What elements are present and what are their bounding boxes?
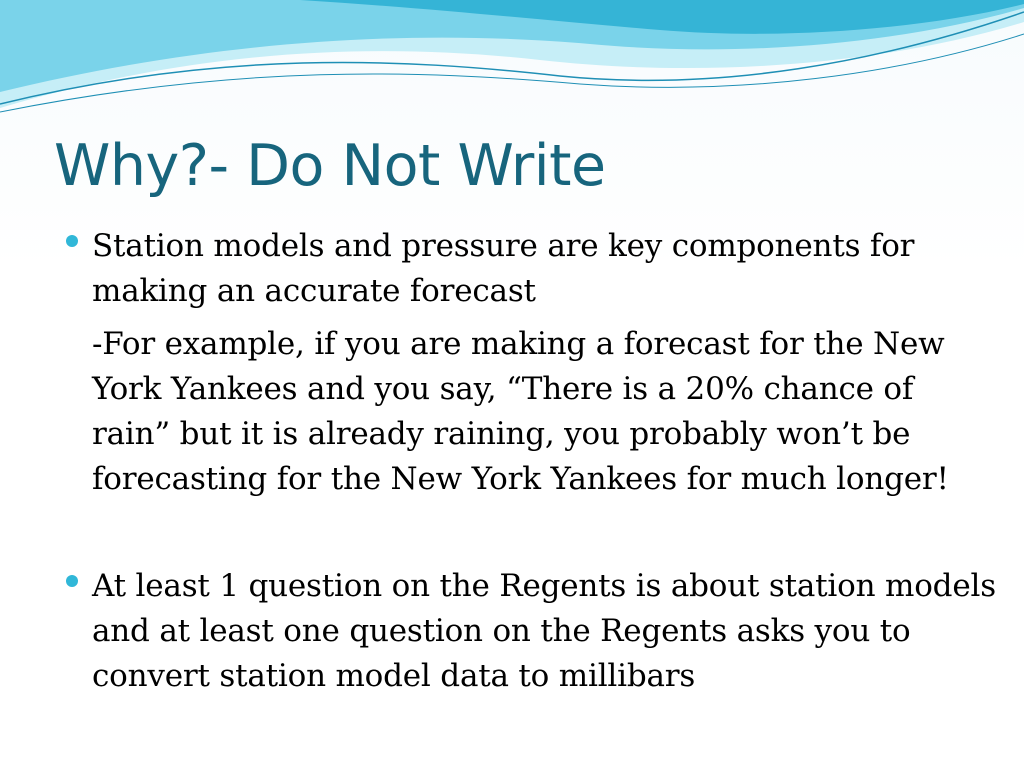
bullet-text: At least 1 question on the Regents is about station models and at least one question on the Regents asks you to convert station model data to millibars [92,568,996,694]
bullet-dot-icon [66,235,78,247]
wave-decoration [0,0,1024,120]
bullet-item [92,224,997,314]
bullet-dot-icon [66,575,78,587]
bullet-sub-text: -For example, if you are making a forecast for the New York Yankees and you say, “There is a 20% chance of rain” but it is already raining, you probably won’t be forecasting for the New York Yankees for much longer! [92,326,949,497]
slide-content [92,224,997,699]
bullet-item [92,564,997,699]
bullet-text: Station models and pressure are key components for making an accurate forecast [92,228,915,309]
slide-title: Why?- Do Not Write [54,133,606,199]
